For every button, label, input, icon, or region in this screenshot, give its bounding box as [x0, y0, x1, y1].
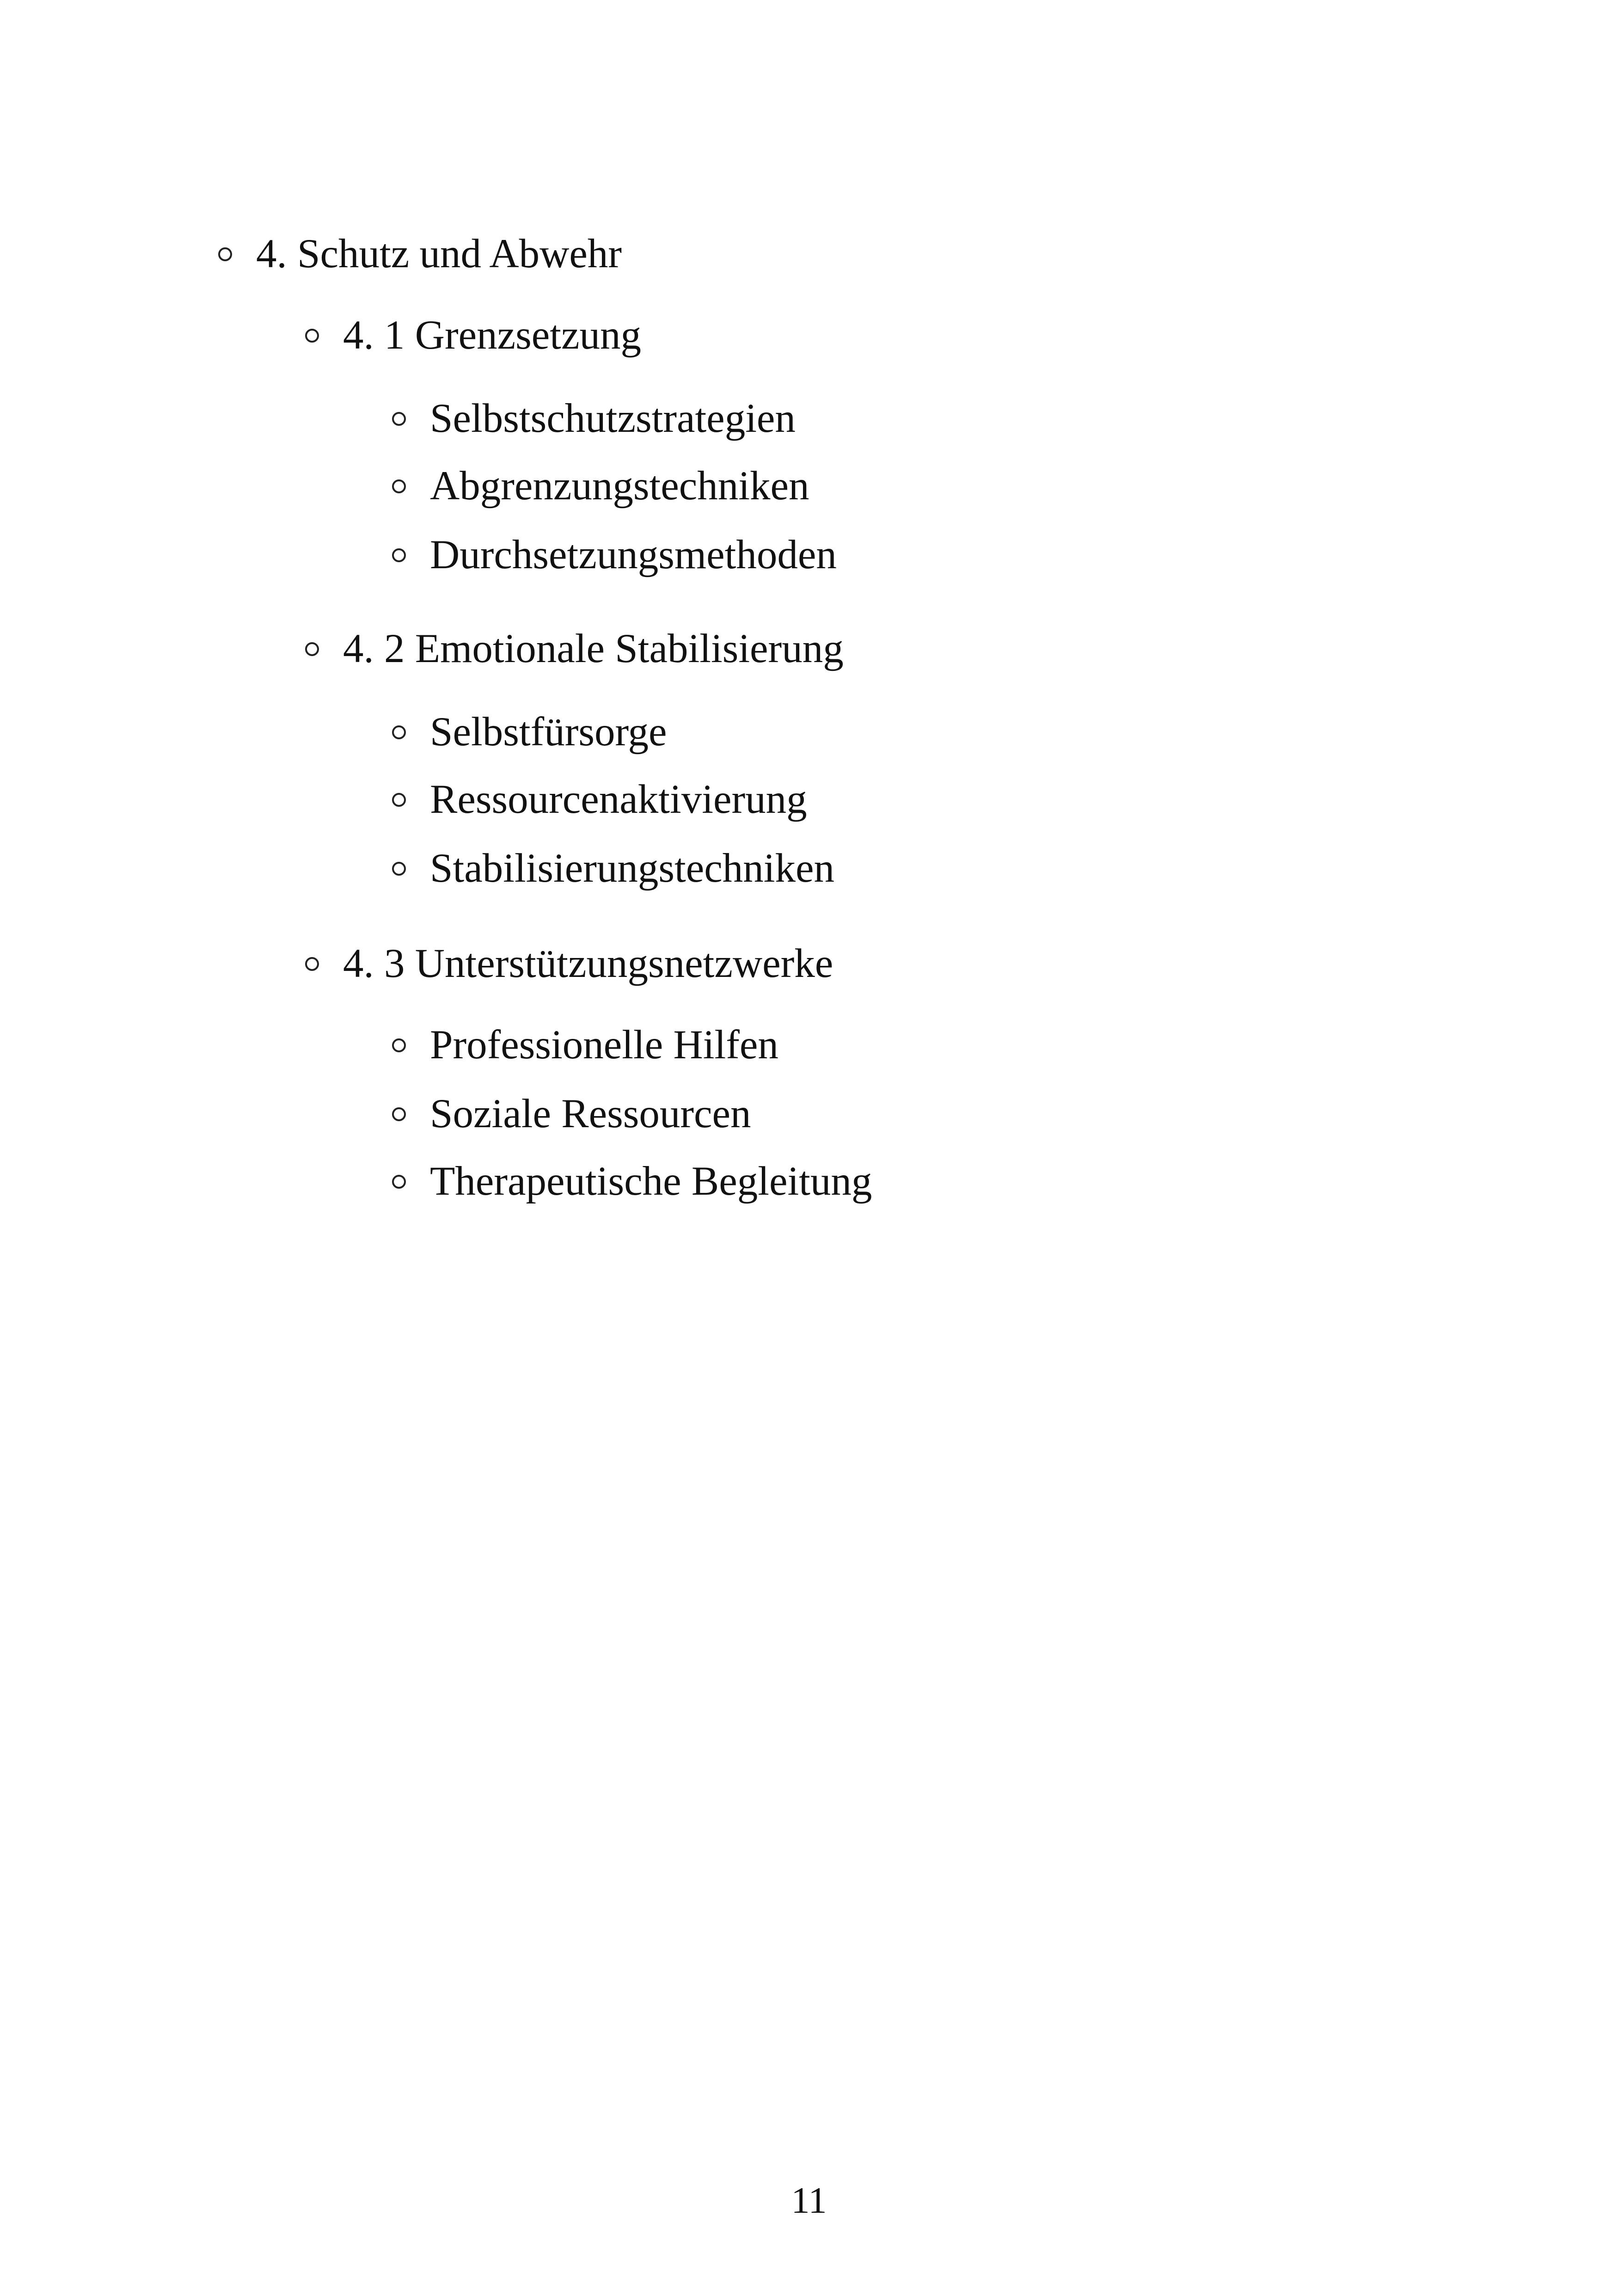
hollow-circle-bullet-icon	[305, 329, 319, 343]
outline-item-label: Selbstschutzstrategien	[430, 396, 796, 441]
hollow-circle-bullet-icon	[392, 1038, 406, 1052]
outline-item-label: Therapeutische Begleitung	[430, 1159, 872, 1204]
outline-subsection	[305, 315, 641, 356]
outline-item	[392, 709, 667, 755]
outline-item-label: Abgrenzungstechniken	[430, 463, 809, 509]
outline-item	[392, 1161, 872, 1202]
outline-subsection-label: 4. 1 Grenzsetzung	[343, 313, 642, 358]
outline-item-label: Professionelle Hilfen	[430, 1022, 778, 1068]
outline-section-label: 4. Schutz und Abwehr	[256, 231, 622, 276]
outline-item	[392, 848, 834, 889]
hollow-circle-bullet-icon	[305, 642, 319, 656]
outline-subsection	[305, 628, 844, 669]
hollow-circle-bullet-icon	[392, 1107, 406, 1121]
hollow-circle-bullet-icon	[392, 548, 406, 562]
outline-item	[392, 463, 809, 509]
outline-item	[392, 1093, 751, 1135]
outline-subsection-label: 4. 3 Unterstützungsnetzwerke	[343, 941, 834, 986]
outline-item-label: Stabilisierungstechniken	[430, 846, 835, 891]
hollow-circle-bullet-icon	[392, 862, 406, 876]
outline-item-label: Soziale Ressourcen	[430, 1091, 751, 1136]
hollow-circle-bullet-icon	[392, 479, 406, 493]
outline-item-label: Selbstfürsorge	[430, 709, 667, 755]
outline-item-label: Durchsetzungsmethoden	[430, 532, 837, 577]
outline-item-label: Ressourcenaktivierung	[430, 777, 807, 822]
hollow-circle-bullet-icon	[392, 412, 406, 426]
hollow-circle-bullet-icon	[392, 793, 406, 807]
outline-subsection	[305, 943, 833, 984]
outline-section	[218, 233, 622, 275]
hollow-circle-bullet-icon	[305, 957, 319, 971]
outline-item	[392, 779, 807, 820]
outline-item	[392, 534, 837, 576]
outline-item	[392, 1022, 778, 1068]
outline-item	[392, 398, 796, 439]
outline-subsection-label: 4. 2 Emotionale Stabilisierung	[343, 626, 844, 671]
hollow-circle-bullet-icon	[392, 725, 406, 739]
hollow-circle-bullet-icon	[218, 247, 232, 261]
hollow-circle-bullet-icon	[392, 1175, 406, 1189]
page-number: 11	[791, 2180, 827, 2221]
